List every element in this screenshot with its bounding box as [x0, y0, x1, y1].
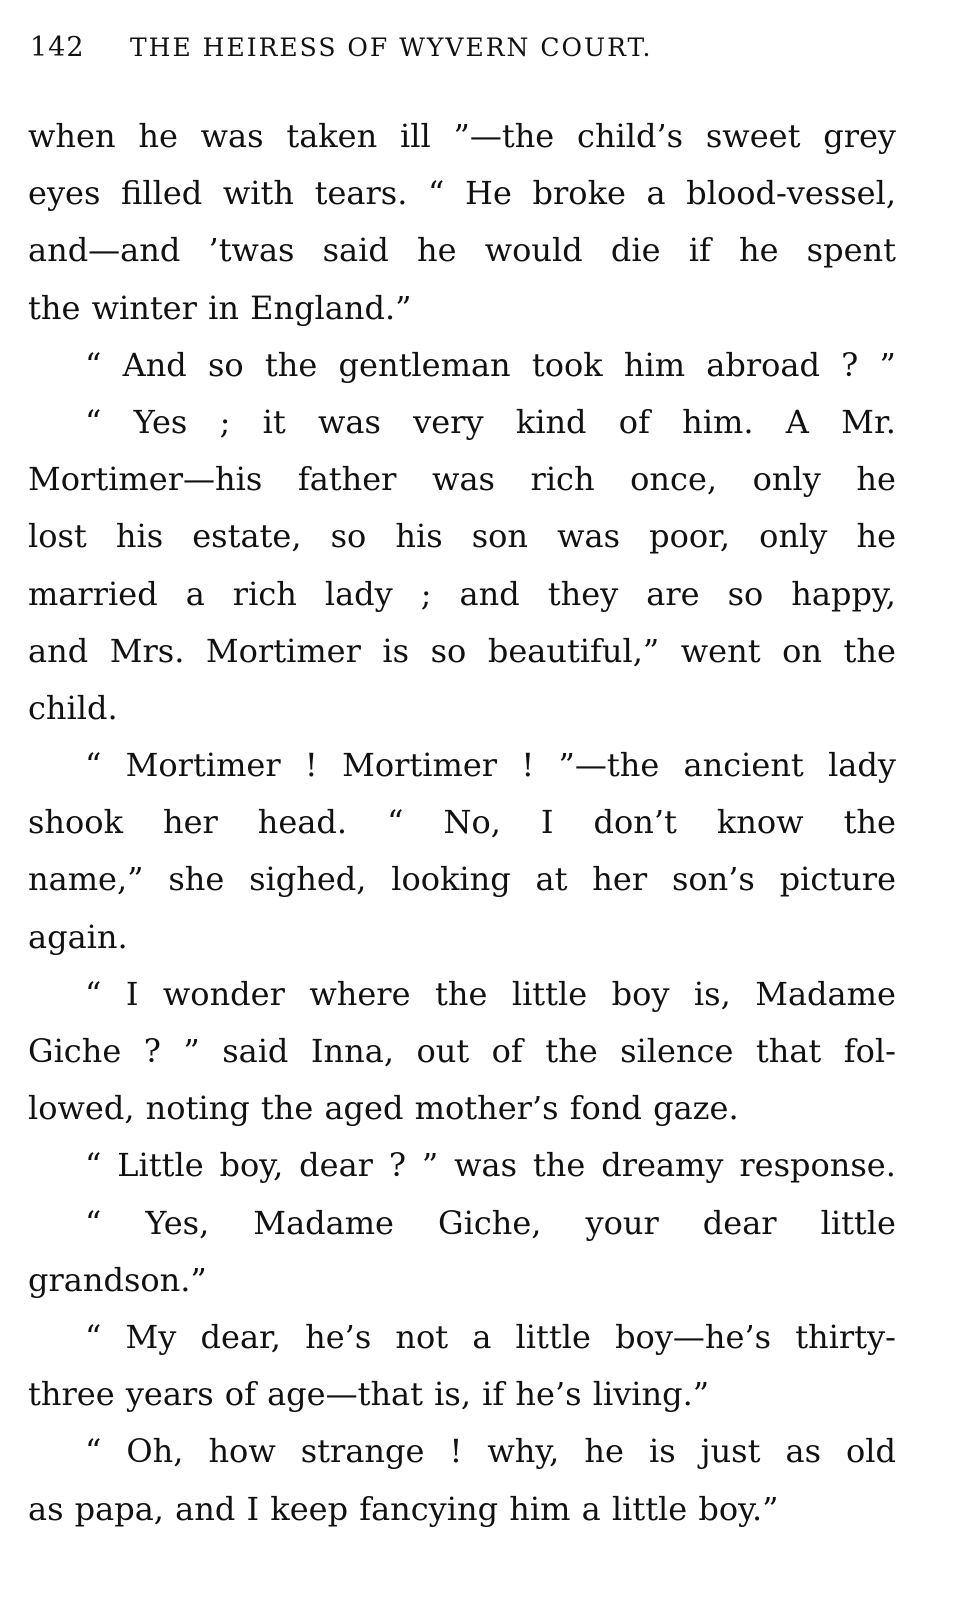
text-line — [28, 737, 896, 794]
word: little — [820, 1203, 896, 1242]
word: ! — [449, 1432, 463, 1471]
word: said — [322, 231, 389, 270]
word: ? — [388, 1146, 406, 1185]
word: head. — [257, 803, 348, 842]
word: A — [785, 402, 809, 441]
word: are — [646, 574, 700, 613]
word: at — [535, 860, 568, 899]
word: fol- — [843, 1032, 896, 1070]
word: ! — [521, 746, 535, 785]
word: ” — [421, 1146, 439, 1185]
word: ; — [219, 402, 231, 441]
word: strange — [300, 1432, 425, 1471]
word: Mrs. — [109, 631, 185, 670]
word: spent — [806, 231, 896, 270]
word: and—and — [28, 231, 181, 270]
word: he — [738, 231, 779, 270]
text-line — [28, 794, 896, 851]
word: estate, — [192, 517, 302, 556]
word: if — [688, 231, 711, 270]
word: him. — [682, 402, 754, 441]
word: he’s — [305, 1317, 372, 1356]
word: the — [545, 1032, 598, 1070]
word: “ — [85, 1146, 102, 1185]
word: ”—the — [453, 117, 555, 155]
text-line — [28, 623, 896, 680]
word: that — [755, 1032, 822, 1070]
word: My — [125, 1317, 177, 1356]
text-line — [28, 966, 896, 1023]
word: wonder — [162, 974, 285, 1013]
text-line: as papa, and I keep fancying him a little boy.” — [28, 1489, 779, 1528]
word: is — [648, 1432, 676, 1471]
word: Madame — [253, 1203, 394, 1242]
word: And — [122, 345, 187, 384]
word: “ — [428, 174, 445, 213]
word: and — [28, 631, 89, 670]
word: ; — [420, 574, 432, 613]
word: ” — [879, 345, 896, 384]
word: he — [856, 517, 896, 556]
word: out — [416, 1032, 470, 1070]
word: “ — [85, 1317, 102, 1356]
text-line — [28, 1023, 896, 1080]
word: boy—he’s — [615, 1317, 772, 1356]
page-number: 142 — [30, 31, 85, 63]
word: lady — [324, 574, 393, 613]
word: father — [297, 460, 397, 499]
word: ”—the — [558, 746, 660, 785]
word: “ — [85, 1203, 102, 1242]
word: was — [432, 460, 495, 499]
word: name,” — [28, 860, 144, 899]
word: your — [585, 1203, 659, 1242]
word: rich — [530, 460, 595, 499]
word: on — [782, 631, 822, 670]
word: Oh, — [126, 1432, 184, 1471]
word: dear — [702, 1203, 777, 1242]
word: a — [185, 574, 205, 613]
word: gentleman — [338, 345, 511, 384]
word: He — [465, 174, 512, 213]
word: his — [395, 517, 443, 556]
word: Inna, — [310, 1032, 394, 1070]
word: Mortimer—his — [28, 460, 263, 499]
word: so — [208, 345, 244, 384]
word: Giche — [28, 1032, 122, 1070]
word: boy, — [219, 1146, 284, 1185]
word: Yes, — [145, 1203, 210, 1242]
word: picture — [779, 860, 896, 899]
word: know — [716, 803, 804, 842]
word: a — [646, 174, 666, 213]
word: of — [618, 402, 650, 441]
word: was — [557, 517, 621, 556]
word: he — [584, 1432, 624, 1471]
text-line — [28, 1137, 896, 1194]
word: poor, — [649, 517, 731, 556]
word: dreamy — [601, 1146, 724, 1185]
word: lost — [28, 517, 87, 556]
word: ancient — [683, 746, 804, 785]
word: only — [752, 460, 821, 499]
page-header — [30, 22, 810, 72]
word: filled — [121, 174, 203, 213]
text-line — [28, 337, 896, 394]
word: Little — [117, 1146, 204, 1185]
word: as — [785, 1432, 821, 1471]
word: was — [318, 402, 381, 441]
word: he — [856, 460, 896, 499]
word: not — [395, 1317, 449, 1356]
word: grey — [823, 117, 896, 155]
word: Yes — [133, 402, 188, 441]
word: they — [547, 574, 619, 613]
word: silence — [620, 1032, 734, 1070]
word: die — [610, 231, 661, 270]
word: ” — [183, 1032, 200, 1070]
word: Mr. — [841, 402, 896, 441]
word: “ — [85, 974, 102, 1013]
word: how — [208, 1432, 276, 1471]
word: him — [623, 345, 686, 384]
word: the — [264, 345, 318, 384]
word: thirty- — [795, 1317, 896, 1356]
text-line — [28, 394, 896, 451]
text-line: child. — [28, 688, 118, 727]
word: she — [168, 860, 225, 899]
text-line — [28, 566, 896, 623]
word: said — [222, 1032, 289, 1070]
word: only — [759, 517, 828, 556]
word: son’s — [671, 860, 755, 899]
text-line — [28, 451, 896, 508]
word: it — [262, 402, 286, 441]
word: beautiful,” — [487, 631, 660, 670]
word: the — [843, 803, 896, 842]
word: dear — [299, 1146, 373, 1185]
word: shook — [28, 803, 123, 842]
word: Mortimer — [205, 631, 361, 670]
word: dear, — [200, 1317, 281, 1356]
word: abroad — [706, 345, 820, 384]
word: boy — [611, 974, 670, 1013]
word: where — [309, 974, 411, 1013]
word: so — [330, 517, 367, 556]
text-line: lowed, noting the aged mother’s fond gaze. — [28, 1089, 739, 1128]
word: the — [843, 631, 896, 670]
text-line — [28, 851, 896, 908]
word: son — [471, 517, 529, 556]
word: old — [846, 1432, 896, 1471]
word: went — [680, 631, 761, 670]
text-line: again. — [28, 917, 128, 956]
text-line — [28, 508, 896, 565]
word: he — [138, 117, 178, 155]
word: a — [472, 1317, 492, 1356]
word: little — [515, 1317, 591, 1356]
word: very — [413, 402, 484, 441]
word: when — [28, 117, 116, 155]
word: sweet — [705, 117, 801, 155]
word: Mortimer — [125, 746, 281, 785]
word: “ — [85, 746, 102, 785]
text-line: three years of age—that is, if he’s living.” — [28, 1375, 710, 1414]
word: Giche, — [438, 1203, 542, 1242]
word: I — [540, 803, 554, 842]
word: blood-vessel, — [686, 174, 896, 213]
text-line — [28, 1309, 896, 1366]
text-line — [28, 222, 896, 279]
word: the — [434, 974, 488, 1013]
word: happy, — [791, 574, 896, 613]
text-line: the winter in England.” — [28, 288, 412, 327]
word: broke — [532, 174, 626, 213]
word: is, — [693, 974, 731, 1013]
word: her — [592, 860, 648, 899]
word: ? — [841, 345, 859, 384]
word: “ — [85, 1432, 102, 1471]
word: Mortimer — [342, 746, 498, 785]
word: of — [491, 1032, 523, 1070]
running-title: THE HEIRESS OF WYVERN COURT. — [130, 32, 653, 62]
word: ! — [304, 746, 318, 785]
word: her — [162, 803, 218, 842]
word: would — [484, 231, 583, 270]
word: child’s — [577, 117, 684, 155]
word: the — [532, 1146, 586, 1185]
word: “ — [85, 345, 102, 384]
text-line — [28, 165, 896, 222]
word: Madame — [755, 974, 896, 1013]
word: he — [417, 231, 457, 270]
word: why, — [487, 1432, 560, 1471]
word: married — [28, 574, 158, 613]
word: tears. — [314, 174, 408, 213]
word: just — [700, 1432, 761, 1471]
word: sighed, — [249, 860, 367, 899]
body-text — [28, 108, 896, 1538]
word: taken — [286, 117, 378, 155]
word: don’t — [593, 803, 677, 842]
word: No, — [443, 803, 501, 842]
word: once, — [630, 460, 718, 499]
word: is — [382, 631, 410, 670]
word: response. — [739, 1146, 896, 1185]
word: “ — [387, 803, 404, 842]
word: was — [454, 1146, 518, 1185]
word: ? — [143, 1032, 161, 1070]
word: his — [115, 517, 164, 556]
word: little — [511, 974, 588, 1013]
text-line: grandson.” — [28, 1260, 207, 1299]
text-line — [28, 1195, 896, 1252]
word: and — [459, 574, 520, 613]
word: eyes — [28, 174, 101, 213]
word: “ — [85, 402, 102, 441]
text-line — [28, 1423, 896, 1480]
word: so — [430, 631, 467, 670]
word: took — [531, 345, 603, 384]
text-line — [28, 108, 896, 165]
word: I — [125, 974, 139, 1013]
word: so — [727, 574, 764, 613]
word: rich — [232, 574, 297, 613]
word: kind — [515, 402, 587, 441]
word: with — [222, 174, 294, 213]
word: ’twas — [208, 231, 295, 270]
word: was — [200, 117, 264, 155]
word: lady — [828, 746, 896, 785]
word: ill — [399, 117, 431, 155]
word: looking — [391, 860, 511, 899]
